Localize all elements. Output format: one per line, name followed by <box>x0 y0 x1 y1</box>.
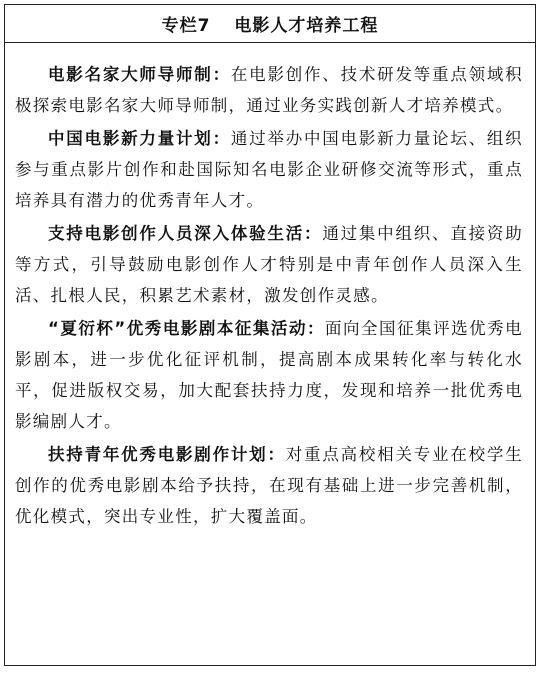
paragraph-experience-life <box>15 218 523 311</box>
paragraph-master-mentor <box>15 59 523 121</box>
paragraph-heading: 扶持青年优秀电影剧作计划： <box>48 445 286 464</box>
paragraph-new-force-plan <box>15 123 523 216</box>
paragraph-body: 通过举办中国电影新力量论坛、组织参与重点影片创作和赴国际知名电影企业研修交流等形式，重点培养具有潜力的优秀青年人才。 <box>15 129 523 210</box>
paragraph-body: 通过集中组织、直接资助等方式，引导鼓励电影创作人才特别是中青年创作人员深入生活、扎根人民，积累艺术素材，激发创作灵感。 <box>15 224 523 305</box>
column-title: 电影人才培养工程 <box>234 16 379 36</box>
column-number: 专栏7 <box>161 16 211 36</box>
column-content <box>5 43 535 532</box>
paragraph-body: 在电影创作、技术研发等重点领域积极探索电影名家大师导师制，通过业务实践创新人才培养模式。 <box>15 65 523 115</box>
paragraph-body: 对重点高校相关专业在校学生创作的优秀电影剧本给予扶持，在现有基础上进一步完善机制，优化模式，突出专业性，扩大覆盖面。 <box>15 445 523 526</box>
column-header <box>5 5 535 43</box>
paragraph-xiayan-cup <box>15 313 523 437</box>
paragraph-heading: 支持电影创作人员深入体验生活： <box>48 224 323 243</box>
paragraph-heading: 中国电影新力量计划： <box>48 129 231 148</box>
paragraph-youth-script-plan <box>15 439 523 532</box>
paragraph-heading: 电影名家大师导师制： <box>48 65 231 84</box>
column-box <box>4 4 536 666</box>
paragraph-heading: “夏衍杯”优秀电影剧本征集活动： <box>48 319 325 338</box>
paragraph-body: 面向全国征集评选优秀电影剧本，进一步优化征评机制，提高剧本成果转化率与转化水平，促进版权交易，加大配套扶持力度，发现和培养一批优秀电影编剧人才。 <box>15 319 523 431</box>
